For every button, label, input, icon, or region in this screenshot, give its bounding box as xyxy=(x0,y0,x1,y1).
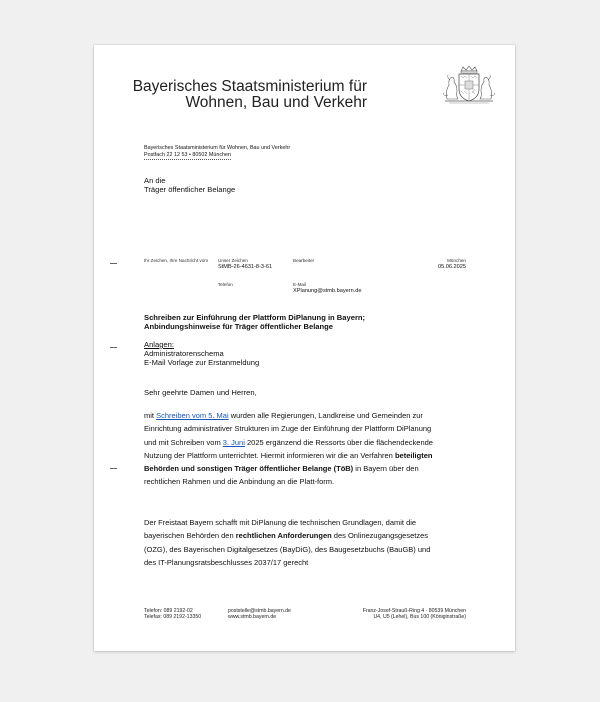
attachment-item: E-Mail Vorlage zur Erstanmeldung xyxy=(144,358,260,368)
body-paragraph-2 xyxy=(144,516,436,569)
our-reference-value: StMB-26-4631-8-3-61 xyxy=(218,264,273,270)
footer-address-block xyxy=(304,608,466,621)
attachment-item: Administratorenschema xyxy=(144,349,224,359)
ministry-name-line1: Bayerisches Staatsministerium für xyxy=(132,78,367,95)
recipient-line1: An die xyxy=(144,176,166,185)
clerk-label: Bearbeiter xyxy=(293,258,315,263)
text-run: 2025 ergänzend die Ressorts über die flächendeckende Nutzung der Plattform unterrichtet. Hiermit informieren wir die an Verfahren xyxy=(144,437,433,460)
subject-line1: Schreiben zur Einführung der Plattform DiPlanung in Bayern; xyxy=(144,313,366,322)
letter-may-5-link[interactable]: Schreiben vom 5. Mai xyxy=(156,411,229,420)
attachments-block xyxy=(144,340,259,368)
footer-address-line2: U4, U5 (Lehel), Bus 100 (Königinstraße) xyxy=(373,614,466,621)
letter-date: 05.06.2025 xyxy=(438,264,466,270)
subject-line2: Anbindungshinweise für Träger öffentlicher Belange xyxy=(144,322,334,332)
text-run: mit xyxy=(144,411,157,420)
recipient-line2: Träger öffentlicher Belange xyxy=(144,185,236,195)
footer-web: www.stmb.bayern.de xyxy=(228,614,277,621)
phone-label: Telefon xyxy=(218,282,233,287)
sender-address-block xyxy=(144,145,304,160)
text-run: des Onlinezugangsgesetzes (OZG), des Bayerischen Digitalgesetzes (BayDiG), des Baugesetzbuchs (BauGB) und des IT-Planungsratsbeschlusses 2037/17 gerecht xyxy=(144,531,431,567)
footer-address-line1: Franz-Josef-Strauß-Ring 4 · 80539 München xyxy=(362,608,466,614)
body-paragraph-1 xyxy=(144,409,436,489)
bold-text-run: beteiligten Behörden und sonstigen Träger öffentlicher Belange (TöB) xyxy=(144,450,433,474)
city-label: München xyxy=(447,258,466,263)
footer-phone: Telefon: 089 2192-02 xyxy=(144,608,193,614)
letter-page xyxy=(94,45,515,651)
fold-mark-top xyxy=(110,263,117,264)
text-run: wurden alle Regierungen, Landkreise und Gemeinden zur Einrichtung administrativer Strukturen im Zuge der Einführung der Plattform DiPlanung und mit Schreiben vom xyxy=(144,411,432,447)
sender-line1: Bayerisches Staatsministerium für Wohnen, Bau und Verkehr xyxy=(144,145,291,151)
email-label: E-Mail xyxy=(293,282,307,287)
ministry-name-line2: Wohnen, Bau und Verkehr xyxy=(185,94,367,111)
subject xyxy=(144,313,444,331)
bold-text-run: rechtlichen Anforderungen xyxy=(235,531,332,541)
email-value: XPlanung@stmb.bayern.de xyxy=(293,288,362,294)
footer-phone-block xyxy=(144,608,201,621)
bavarian-coat-of-arms-icon xyxy=(439,65,499,105)
our-reference-label: Unser Zeichen xyxy=(218,258,248,263)
footer-contact-block xyxy=(228,608,291,621)
recipient-block xyxy=(144,176,235,195)
attachments-heading: Anlagen: xyxy=(144,340,174,349)
sender-line2: Postfach 22 12 53 • 80502 München xyxy=(144,151,232,158)
punch-mark xyxy=(110,347,117,348)
your-reference-label: Ihr Zeichen, Ihre Nachricht vom xyxy=(144,258,209,263)
fold-mark-bottom xyxy=(110,468,117,469)
salutation: Sehr geehrte Damen und Herren, xyxy=(144,388,257,397)
letter-june-3-link[interactable]: 3. Juni xyxy=(222,437,245,447)
text-run: Der Freistaat Bayern schafft mit DiPlanung die technischen Grundlagen, damit die bayerischen Behörden den xyxy=(144,518,417,541)
footer-fax: Telefax: 089 2192-13350 xyxy=(144,614,202,621)
text-run: in Bayern über den rechtlichen Rahmen und die Anbindung an die Platt-form. xyxy=(144,464,419,487)
footer-email: poststelle@stmb.bayern.de xyxy=(228,608,291,614)
